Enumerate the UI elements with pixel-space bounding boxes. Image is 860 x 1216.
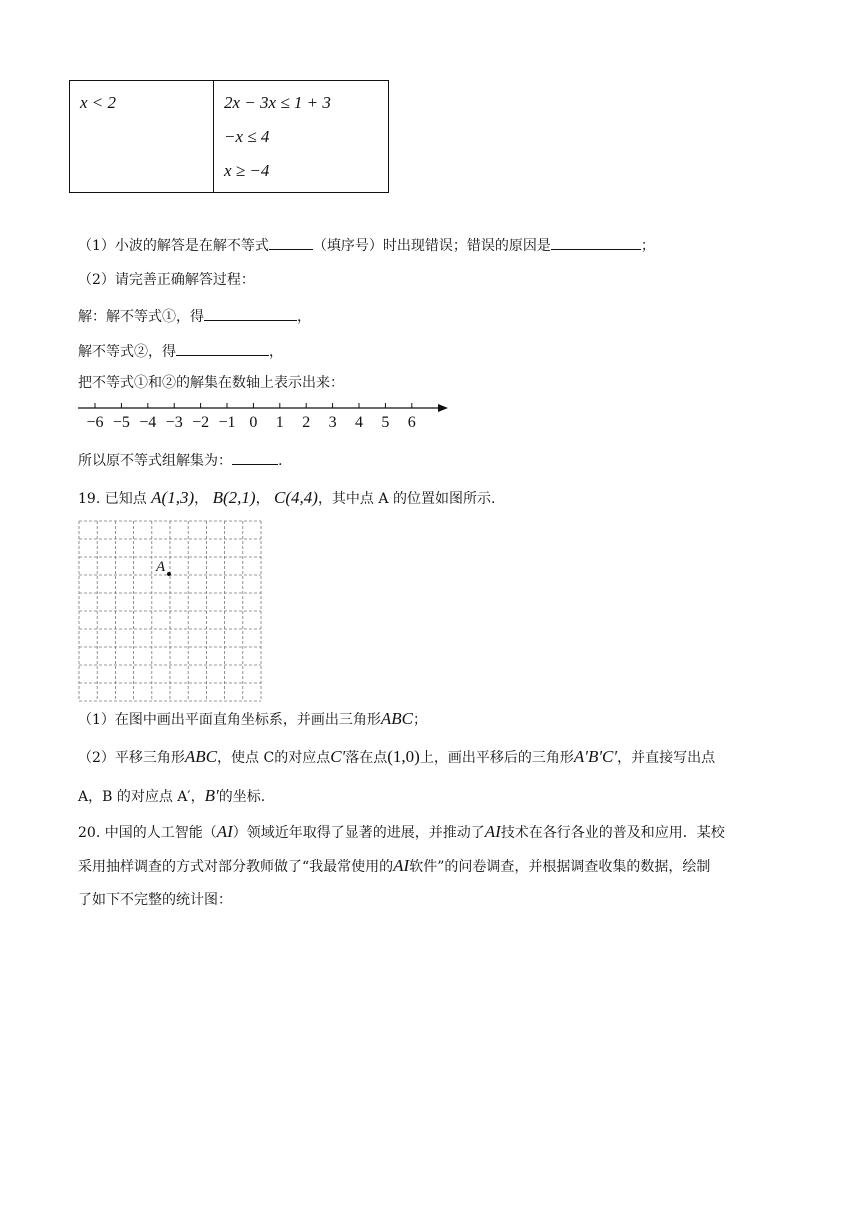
q19-part2-text-b: ，使点 C的对应点 (217, 750, 331, 766)
point-a-dot (167, 572, 171, 576)
q19-part1-end: ； (413, 712, 428, 728)
axis-tick-label: −2 (192, 414, 210, 431)
axis-tick-label: −3 (165, 414, 183, 431)
axis-tick-label: 6 (407, 414, 416, 431)
axis-tick-label: −1 (218, 414, 236, 431)
axis-tick-label: 0 (249, 414, 258, 431)
ai-label: AI (216, 822, 233, 841)
triangle-abc-label: ABC (380, 709, 414, 728)
table-left-text: x < 2 (80, 93, 117, 112)
number-axis-ticks (86, 403, 415, 431)
q18-solve1 (78, 305, 311, 327)
q19-sep: ， (194, 491, 209, 507)
grid-lines (79, 521, 261, 701)
q20-line1-text-c: 技术在各行各业的普及和应用．某校 (500, 825, 725, 841)
table-left-cell (70, 81, 214, 193)
q20-line1 (78, 822, 725, 843)
triangle-prime-label: A′B′C′ (573, 747, 618, 766)
ai-label: AI (484, 822, 501, 841)
axis-tick-label: −6 (86, 414, 104, 431)
answer-blank[interactable] (204, 305, 297, 321)
target-point-coord: (1,0) (387, 747, 420, 766)
axis-tick-label: 4 (355, 414, 363, 431)
point-a-coord: A(1,3) (151, 488, 195, 507)
answer-blank[interactable] (232, 449, 278, 465)
number-axis-arrow-icon (438, 404, 448, 412)
solution-table (69, 80, 389, 193)
q18-part1-text-a: （1）小波的解答是在解不等式 (78, 238, 269, 254)
q18-solve2 (78, 340, 283, 362)
q18-final-text: 所以原不等式组解集为： (78, 453, 232, 469)
table-right-line-3: x ≥ −4 (224, 161, 270, 180)
q19-part2-line2-text-a: A，B 的对应点 A′， (78, 789, 205, 805)
table-right-line-2: −x ≤ 4 (224, 127, 270, 146)
q18-final (78, 449, 282, 471)
q18-part2: （2）请完善正确解答过程： (78, 272, 255, 288)
q18-part1 (78, 234, 655, 256)
answer-blank[interactable] (551, 234, 641, 250)
triangle-abc-label: ABC (184, 747, 218, 766)
table-right-line-1: 2x − 3x ≤ 1 + 3 (224, 93, 331, 112)
q18-solve2-end: ， (269, 344, 283, 360)
q19-part2-line1 (78, 747, 715, 768)
q19-part2-line2 (78, 786, 265, 807)
axis-tick-label: −4 (139, 414, 157, 431)
q18-solve2-text: 解不等式②，得 (78, 344, 176, 360)
q18-axis-instruction: 把不等式①和②的解集在数轴上表示出来： (78, 375, 344, 391)
q20-line2-text-b: 软件”的问卷调查，并根据调查收集的数据，绘制 (409, 859, 711, 875)
number-axis (70, 396, 460, 436)
q18-final-end: . (278, 453, 283, 469)
q20-line1-text-b: ）领域近年取得了显著的进展，并推动了 (232, 825, 485, 841)
q19-intro-text-b: ，其中点 A 的位置如图所示. (317, 491, 496, 507)
coordinate-grid[interactable] (78, 520, 262, 702)
q20-line2 (78, 856, 710, 877)
q20-line3: 了如下不完整的统计图： (78, 892, 232, 908)
point-a-label: A (156, 559, 166, 575)
ai-label: AI (393, 856, 410, 875)
q19-sep: ， (255, 491, 270, 507)
point-c-coord: C(4,4) (274, 488, 318, 507)
axis-tick-label: 5 (381, 414, 390, 431)
axis-tick-label: 1 (275, 414, 284, 431)
q20-line2-text-a: 采用抽样调查的方式对部分教师做了“我最常使用的 (78, 859, 394, 875)
answer-blank[interactable] (176, 340, 269, 356)
axis-tick-label: 3 (328, 414, 337, 431)
q19-part2-text-e: ，并直接写出点 (617, 750, 716, 766)
point-b-prime-label: B′ (204, 786, 219, 805)
axis-tick-label: −5 (112, 414, 130, 431)
q19-intro (78, 488, 495, 509)
q18-solve1-text: 解：解不等式①，得 (78, 309, 204, 325)
q19-part1-text: （1）在图中画出平面直角坐标系，并画出三角形 (78, 712, 381, 728)
q19-part2-text-a: （2）平移三角形 (78, 750, 185, 766)
table-right-cell (214, 81, 389, 193)
q18-part1-end: ； (640, 238, 655, 254)
q18-solve1-end: ， (297, 309, 311, 325)
point-b-coord: B(2,1) (212, 488, 256, 507)
q19-part2-text-d: 上，画出平移后的三角形 (419, 750, 574, 766)
q20-line1-text-a: 20. 中国的人工智能（ (78, 825, 217, 841)
q19-part2-text-c: 落在点 (345, 750, 388, 766)
q19-part1 (78, 709, 427, 730)
axis-tick-label: 2 (302, 414, 311, 431)
point-c-prime-label: C′ (330, 747, 346, 766)
answer-blank[interactable] (269, 234, 313, 250)
q19-intro-text: 19. 已知点 (78, 491, 147, 507)
q18-part1-text-b: （填序号）时出现错误；错误的原因是 (312, 238, 551, 254)
q19-part2-line2-text-c: 的坐标. (218, 789, 266, 805)
